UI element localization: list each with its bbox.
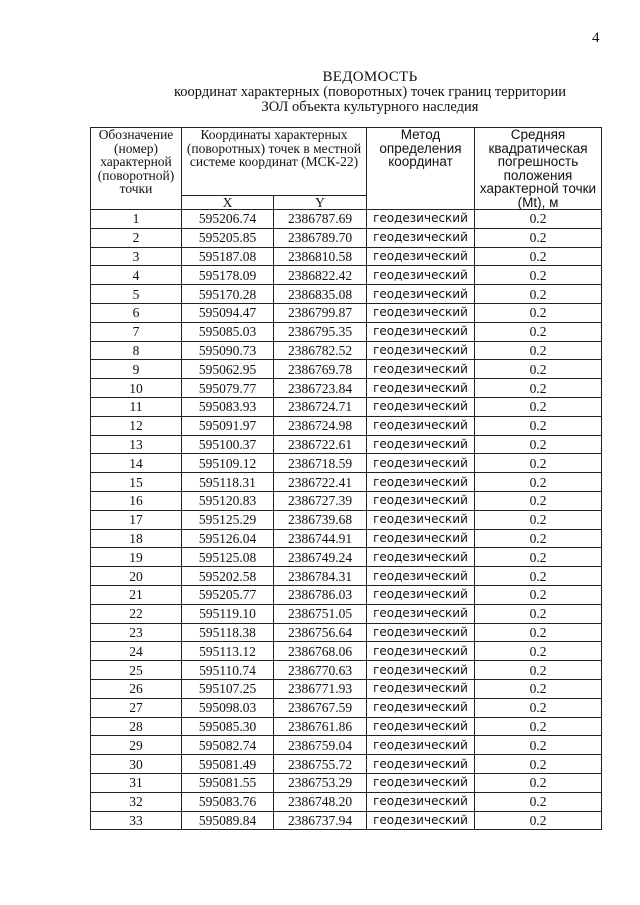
header-x: X [182, 195, 274, 209]
y-coordinate-cell: 2386755.72 [274, 755, 367, 774]
table-row [91, 661, 602, 680]
method-cell: геодезический [367, 247, 475, 266]
accuracy-cell: 0.2 [475, 416, 602, 435]
method-cell: геодезический [367, 585, 475, 604]
point-number-cell: 27 [91, 698, 182, 717]
point-number-cell: 17 [91, 510, 182, 529]
table-row [91, 623, 602, 642]
table-row [91, 454, 602, 473]
accuracy-cell: 0.2 [475, 510, 602, 529]
x-coordinate-cell: 595202.58 [182, 567, 274, 586]
method-cell: геодезический [367, 510, 475, 529]
accuracy-cell: 0.2 [475, 755, 602, 774]
accuracy-cell: 0.2 [475, 661, 602, 680]
point-number-cell: 15 [91, 473, 182, 492]
document-title [90, 70, 640, 115]
y-coordinate-cell: 2386784.31 [274, 567, 367, 586]
y-coordinate-cell: 2386723.84 [274, 379, 367, 398]
method-cell: геодезический [367, 360, 475, 379]
y-coordinate-cell: 2386744.91 [274, 529, 367, 548]
point-number-cell: 9 [91, 360, 182, 379]
table-row [91, 717, 602, 736]
y-coordinate-cell: 2386770.63 [274, 661, 367, 680]
method-cell: геодезический [367, 548, 475, 567]
header-y: Y [274, 195, 367, 209]
x-coordinate-cell: 595126.04 [182, 529, 274, 548]
accuracy-cell: 0.2 [475, 473, 602, 492]
y-coordinate-cell: 2386722.61 [274, 435, 367, 454]
x-coordinate-cell: 595082.74 [182, 736, 274, 755]
y-coordinate-cell: 2386748.20 [274, 792, 367, 811]
table-row [91, 604, 602, 623]
y-coordinate-cell: 2386724.98 [274, 416, 367, 435]
header-accuracy: Средняя квадратическая погрешность положения характерной точки (Mt), м [475, 128, 602, 210]
table-row [91, 510, 602, 529]
y-coordinate-cell: 2386771.93 [274, 679, 367, 698]
x-coordinate-cell: 595062.95 [182, 360, 274, 379]
y-coordinate-cell: 2386756.64 [274, 623, 367, 642]
x-coordinate-cell: 595206.74 [182, 210, 274, 229]
header-method: Метод определения координат [367, 128, 475, 210]
point-number-cell: 29 [91, 736, 182, 755]
y-coordinate-cell: 2386751.05 [274, 604, 367, 623]
table-row [91, 285, 602, 304]
method-cell: геодезический [367, 491, 475, 510]
table-row [91, 679, 602, 698]
y-coordinate-cell: 2386737.94 [274, 811, 367, 830]
method-cell: геодезический [367, 435, 475, 454]
point-number-cell: 2 [91, 228, 182, 247]
table-row [91, 585, 602, 604]
y-coordinate-cell: 2386727.39 [274, 491, 367, 510]
x-coordinate-cell: 595120.83 [182, 491, 274, 510]
point-number-cell: 5 [91, 285, 182, 304]
point-number-cell: 20 [91, 567, 182, 586]
point-number-cell: 1 [91, 210, 182, 229]
accuracy-cell: 0.2 [475, 228, 602, 247]
table-row [91, 567, 602, 586]
table-row [91, 397, 602, 416]
table-row [91, 642, 602, 661]
point-number-cell: 24 [91, 642, 182, 661]
point-number-cell: 23 [91, 623, 182, 642]
point-number-cell: 8 [91, 341, 182, 360]
x-coordinate-cell: 595187.08 [182, 247, 274, 266]
method-cell: геодезический [367, 604, 475, 623]
y-coordinate-cell: 2386767.59 [274, 698, 367, 717]
accuracy-cell: 0.2 [475, 736, 602, 755]
point-number-cell: 18 [91, 529, 182, 548]
accuracy-cell: 0.2 [475, 247, 602, 266]
table-row [91, 736, 602, 755]
x-coordinate-cell: 595098.03 [182, 698, 274, 717]
title-line-1: координат характерных (поворотных) точек границ территории [173, 84, 567, 100]
x-coordinate-cell: 595083.93 [182, 397, 274, 416]
accuracy-cell: 0.2 [475, 698, 602, 717]
accuracy-cell: 0.2 [475, 548, 602, 567]
x-coordinate-cell: 595170.28 [182, 285, 274, 304]
x-coordinate-cell: 595113.12 [182, 642, 274, 661]
accuracy-cell: 0.2 [475, 285, 602, 304]
accuracy-cell: 0.2 [475, 792, 602, 811]
method-cell: геодезический [367, 397, 475, 416]
y-coordinate-cell: 2386787.69 [274, 210, 367, 229]
point-number-cell: 32 [91, 792, 182, 811]
x-coordinate-cell: 595079.77 [182, 379, 274, 398]
method-cell: геодезический [367, 285, 475, 304]
y-coordinate-cell: 2386835.08 [274, 285, 367, 304]
x-coordinate-cell: 595118.31 [182, 473, 274, 492]
x-coordinate-cell: 595118.38 [182, 623, 274, 642]
y-coordinate-cell: 2386749.24 [274, 548, 367, 567]
accuracy-cell: 0.2 [475, 435, 602, 454]
point-number-cell: 26 [91, 679, 182, 698]
accuracy-cell: 0.2 [475, 529, 602, 548]
table-header [91, 128, 602, 210]
x-coordinate-cell: 595110.74 [182, 661, 274, 680]
accuracy-cell: 0.2 [475, 679, 602, 698]
table-row [91, 473, 602, 492]
y-coordinate-cell: 2386795.35 [274, 322, 367, 341]
y-coordinate-cell: 2386718.59 [274, 454, 367, 473]
point-number-cell: 3 [91, 247, 182, 266]
table-row [91, 698, 602, 717]
accuracy-cell: 0.2 [475, 322, 602, 341]
method-cell: геодезический [367, 341, 475, 360]
y-coordinate-cell: 2386789.70 [274, 228, 367, 247]
y-coordinate-cell: 2386769.78 [274, 360, 367, 379]
point-number-cell: 7 [91, 322, 182, 341]
page-number: 4 [592, 30, 600, 46]
table-row [91, 210, 602, 229]
point-number-cell: 14 [91, 454, 182, 473]
method-cell: геодезический [367, 623, 475, 642]
method-cell: геодезический [367, 228, 475, 247]
y-coordinate-cell: 2386753.29 [274, 773, 367, 792]
x-coordinate-cell: 595085.30 [182, 717, 274, 736]
x-coordinate-cell: 595081.55 [182, 773, 274, 792]
y-coordinate-cell: 2386739.68 [274, 510, 367, 529]
accuracy-cell: 0.2 [475, 266, 602, 285]
point-number-cell: 28 [91, 717, 182, 736]
x-coordinate-cell: 595125.08 [182, 548, 274, 567]
accuracy-cell: 0.2 [475, 210, 602, 229]
accuracy-cell: 0.2 [475, 567, 602, 586]
point-number-cell: 31 [91, 773, 182, 792]
method-cell: геодезический [367, 266, 475, 285]
accuracy-cell: 0.2 [475, 397, 602, 416]
x-coordinate-cell: 595107.25 [182, 679, 274, 698]
coordinates-table [90, 127, 602, 830]
accuracy-cell: 0.2 [475, 717, 602, 736]
method-cell: геодезический [367, 755, 475, 774]
accuracy-cell: 0.2 [475, 360, 602, 379]
x-coordinate-cell: 595090.73 [182, 341, 274, 360]
method-cell: геодезический [367, 567, 475, 586]
point-number-cell: 4 [91, 266, 182, 285]
title-main: ВЕДОМОСТЬ [322, 69, 418, 85]
method-cell: геодезический [367, 210, 475, 229]
accuracy-cell: 0.2 [475, 341, 602, 360]
table-row [91, 228, 602, 247]
table-row [91, 529, 602, 548]
header-designation: Обозначение (номер) характерной (поворотной) точки [91, 128, 182, 210]
table-row [91, 322, 602, 341]
x-coordinate-cell: 595205.77 [182, 585, 274, 604]
accuracy-cell: 0.2 [475, 379, 602, 398]
table-row [91, 755, 602, 774]
method-cell: геодезический [367, 473, 475, 492]
method-cell: геодезический [367, 773, 475, 792]
point-number-cell: 6 [91, 303, 182, 322]
table-row [91, 548, 602, 567]
method-cell: геодезический [367, 736, 475, 755]
x-coordinate-cell: 595119.10 [182, 604, 274, 623]
method-cell: геодезический [367, 642, 475, 661]
point-number-cell: 12 [91, 416, 182, 435]
y-coordinate-cell: 2386724.71 [274, 397, 367, 416]
accuracy-cell: 0.2 [475, 604, 602, 623]
title-line-2: ЗОЛ объекта культурного наследия [261, 99, 479, 115]
method-cell: геодезический [367, 529, 475, 548]
accuracy-cell: 0.2 [475, 642, 602, 661]
y-coordinate-cell: 2386768.06 [274, 642, 367, 661]
table-row [91, 811, 602, 830]
table-row [91, 379, 602, 398]
table-row [91, 792, 602, 811]
x-coordinate-cell: 595091.97 [182, 416, 274, 435]
point-number-cell: 10 [91, 379, 182, 398]
point-number-cell: 16 [91, 491, 182, 510]
x-coordinate-cell: 595085.03 [182, 322, 274, 341]
point-number-cell: 19 [91, 548, 182, 567]
method-cell: геодезический [367, 811, 475, 830]
method-cell: геодезический [367, 717, 475, 736]
x-coordinate-cell: 595089.84 [182, 811, 274, 830]
table-row [91, 341, 602, 360]
table-row [91, 266, 602, 285]
accuracy-cell: 0.2 [475, 491, 602, 510]
accuracy-cell: 0.2 [475, 585, 602, 604]
point-number-cell: 25 [91, 661, 182, 680]
x-coordinate-cell: 595205.85 [182, 228, 274, 247]
method-cell: геодезический [367, 679, 475, 698]
x-coordinate-cell: 595094.47 [182, 303, 274, 322]
point-number-cell: 30 [91, 755, 182, 774]
table-row [91, 303, 602, 322]
y-coordinate-cell: 2386799.87 [274, 303, 367, 322]
point-number-cell: 21 [91, 585, 182, 604]
x-coordinate-cell: 595083.76 [182, 792, 274, 811]
point-number-cell: 13 [91, 435, 182, 454]
method-cell: геодезический [367, 454, 475, 473]
table-row [91, 435, 602, 454]
accuracy-cell: 0.2 [475, 811, 602, 830]
table-row [91, 360, 602, 379]
table-row [91, 247, 602, 266]
table-row [91, 491, 602, 510]
table-body [91, 210, 602, 830]
point-number-cell: 11 [91, 397, 182, 416]
table-row [91, 773, 602, 792]
accuracy-cell: 0.2 [475, 303, 602, 322]
method-cell: геодезический [367, 303, 475, 322]
accuracy-cell: 0.2 [475, 454, 602, 473]
accuracy-cell: 0.2 [475, 773, 602, 792]
y-coordinate-cell: 2386810.58 [274, 247, 367, 266]
y-coordinate-cell: 2386786.03 [274, 585, 367, 604]
y-coordinate-cell: 2386722.41 [274, 473, 367, 492]
method-cell: геодезический [367, 792, 475, 811]
y-coordinate-cell: 2386759.04 [274, 736, 367, 755]
x-coordinate-cell: 595100.37 [182, 435, 274, 454]
x-coordinate-cell: 595081.49 [182, 755, 274, 774]
method-cell: геодезический [367, 698, 475, 717]
y-coordinate-cell: 2386782.52 [274, 341, 367, 360]
method-cell: геодезический [367, 322, 475, 341]
header-coordinates: Координаты характерных (поворотных) точек в местной системе координат (МСК-22) [182, 128, 367, 196]
accuracy-cell: 0.2 [475, 623, 602, 642]
y-coordinate-cell: 2386822.42 [274, 266, 367, 285]
method-cell: геодезический [367, 379, 475, 398]
x-coordinate-cell: 595109.12 [182, 454, 274, 473]
point-number-cell: 22 [91, 604, 182, 623]
method-cell: геодезический [367, 661, 475, 680]
point-number-cell: 33 [91, 811, 182, 830]
method-cell: геодезический [367, 416, 475, 435]
table-row [91, 416, 602, 435]
x-coordinate-cell: 595125.29 [182, 510, 274, 529]
x-coordinate-cell: 595178.09 [182, 266, 274, 285]
y-coordinate-cell: 2386761.86 [274, 717, 367, 736]
